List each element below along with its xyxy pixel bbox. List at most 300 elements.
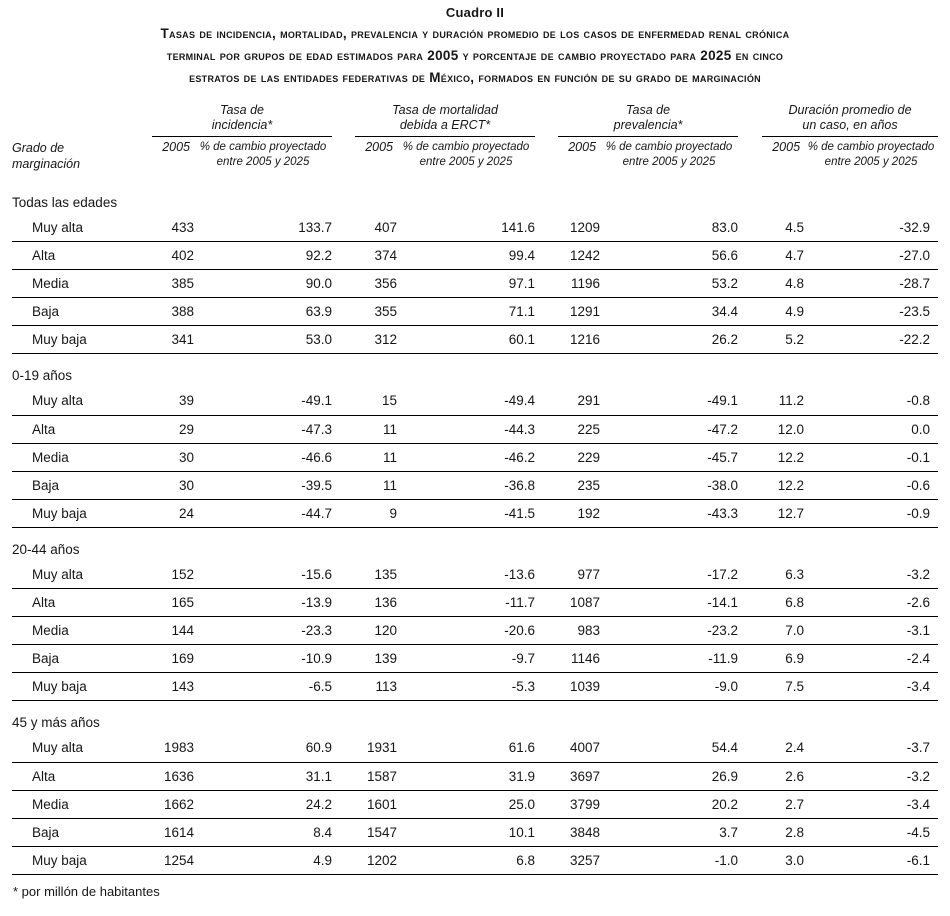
cell-pct-change-value: 83.0 — [600, 214, 738, 242]
cell-2005-value: 135 — [355, 561, 397, 589]
column-gap — [738, 214, 762, 242]
column-gap — [535, 415, 558, 443]
cell-2005-value: 3848 — [558, 818, 600, 846]
column-gap — [738, 561, 762, 589]
column-gap — [535, 137, 558, 181]
group-header-prevalencia — [558, 97, 738, 137]
column-gap — [535, 846, 558, 874]
cell-2005-value: 11 — [355, 471, 397, 499]
cell-2005-value: 30 — [152, 443, 194, 471]
cell-2005-value: 1587 — [355, 762, 397, 790]
table-row — [12, 561, 938, 589]
cell-pct-change-value: -5.3 — [397, 673, 535, 701]
row-label: Alta — [12, 589, 152, 617]
cell-2005-value: 2.8 — [762, 818, 804, 846]
column-gap — [738, 734, 762, 762]
column-gap — [738, 645, 762, 673]
subheader-2005: 2005 — [772, 140, 801, 154]
cell-pct-change-value: -44.7 — [194, 499, 332, 527]
row-label: Media — [12, 270, 152, 298]
group-header-line: prevalencia* — [613, 118, 683, 132]
column-gap — [738, 97, 762, 137]
cell-pct-change-value: -13.6 — [397, 561, 535, 589]
row-label: Media — [12, 617, 152, 645]
subheader-pct-line: entre 2005 y 2025 — [216, 156, 310, 168]
cell-2005-value: 977 — [558, 561, 600, 589]
group-header-line: Tasa de — [219, 103, 265, 117]
cell-2005-value: 235 — [558, 471, 600, 499]
header-spacer — [12, 97, 152, 137]
table-row — [12, 645, 938, 673]
cell-pct-change-value: -3.7 — [804, 734, 938, 762]
cell-pct-change-value: -39.5 — [194, 471, 332, 499]
group-header-incidencia — [152, 97, 332, 137]
cell-2005-value: 192 — [558, 499, 600, 527]
cell-2005-value: 1254 — [152, 846, 194, 874]
column-gap — [535, 818, 558, 846]
cell-2005-value: 6.3 — [762, 561, 804, 589]
column-gap — [738, 137, 762, 181]
table-row — [12, 443, 938, 471]
subheader-pct-line: entre 2005 y 2025 — [824, 156, 918, 168]
cell-pct-change-value: -2.6 — [804, 589, 938, 617]
row-label: Alta — [12, 415, 152, 443]
cell-pct-change-value: 24.2 — [194, 790, 332, 818]
cell-pct-change-value: -27.0 — [804, 242, 938, 270]
cell-pct-change-value: -23.2 — [600, 617, 738, 645]
column-gap — [738, 846, 762, 874]
cell-2005-value: 12.2 — [762, 443, 804, 471]
column-gap — [738, 471, 762, 499]
cell-pct-change-value: 54.4 — [600, 734, 738, 762]
cell-2005-value: 1202 — [355, 846, 397, 874]
cell-pct-change-value: -20.6 — [397, 617, 535, 645]
column-gap — [738, 790, 762, 818]
footnote: * por millón de habitantes — [13, 883, 160, 899]
column-gap — [332, 734, 355, 762]
cell-pct-change-value: -3.1 — [804, 617, 938, 645]
column-gap — [332, 270, 355, 298]
table-section — [12, 701, 938, 875]
cell-pct-change-value: 26.9 — [600, 762, 738, 790]
subheader-2005: 2005 — [365, 140, 393, 154]
cell-2005-value: 385 — [152, 270, 194, 298]
cell-pct-change-value: -11.7 — [397, 589, 535, 617]
cell-pct-change-value: -41.5 — [397, 499, 535, 527]
cell-pct-change-value: 53.2 — [600, 270, 738, 298]
column-gap — [535, 97, 558, 137]
cell-2005-value: 291 — [558, 387, 600, 415]
column-gap — [535, 326, 558, 354]
cell-pct-change-value: 6.8 — [397, 846, 535, 874]
table-row — [12, 790, 938, 818]
cell-pct-change-value: -43.3 — [600, 499, 738, 527]
cell-2005-value: 341 — [152, 326, 194, 354]
column-gap — [535, 673, 558, 701]
cell-pct-change-value: -46.2 — [397, 443, 535, 471]
cell-2005-value: 12.0 — [762, 415, 804, 443]
cell-pct-change-value: -49.4 — [397, 387, 535, 415]
column-gap — [535, 734, 558, 762]
section-label: Todas las edades — [12, 194, 118, 210]
column-gap — [738, 762, 762, 790]
column-gap — [332, 415, 355, 443]
cell-2005-value: 225 — [558, 415, 600, 443]
table-title — [12, 23, 938, 89]
cell-pct-change-value: 8.4 — [194, 818, 332, 846]
subheader-pct-line: % de cambio proyectado — [605, 141, 733, 153]
table-row — [12, 387, 938, 415]
column-gap — [535, 387, 558, 415]
table-row — [12, 589, 938, 617]
row-header-line: Grado de — [12, 140, 65, 155]
cell-pct-change-value: -3.4 — [804, 673, 938, 701]
cell-pct-change-value: 99.4 — [397, 242, 535, 270]
cell-2005-value: 1242 — [558, 242, 600, 270]
row-header-line: marginación — [12, 156, 81, 171]
cell-2005-value: 9 — [355, 499, 397, 527]
table-row — [12, 617, 938, 645]
subheader-pct-line: % de cambio proyectado — [807, 141, 935, 153]
column-gap — [535, 645, 558, 673]
cell-2005-value: 4007 — [558, 734, 600, 762]
title-line-2: terminal por grupos de edad estimados para 2005 y porcentaje de cambio proyectado para 2025 en cinco — [166, 48, 784, 63]
title-line-3: estratos de las entidades federativas de México, formados en función de su grado de marginación — [189, 70, 761, 85]
row-label: Media — [12, 443, 152, 471]
cell-pct-change-value: 60.9 — [194, 734, 332, 762]
table-section — [12, 181, 938, 354]
table-row — [12, 846, 938, 874]
cell-pct-change-value: -44.3 — [397, 415, 535, 443]
cell-2005-value: 402 — [152, 242, 194, 270]
section-label: 0-19 años — [12, 368, 73, 383]
cell-pct-change-value: -22.2 — [804, 326, 938, 354]
cell-pct-change-value: 25.0 — [397, 790, 535, 818]
cell-pct-change-value: -3.2 — [804, 561, 938, 589]
table-row — [12, 270, 938, 298]
cell-pct-change-value: 0.0 — [804, 415, 938, 443]
cell-2005-value: 2.7 — [762, 790, 804, 818]
column-gap — [332, 242, 355, 270]
cell-2005-value: 11 — [355, 443, 397, 471]
table-section — [12, 354, 938, 528]
cell-2005-value: 11 — [355, 415, 397, 443]
column-gap — [332, 617, 355, 645]
cell-pct-change-value: -49.1 — [600, 387, 738, 415]
column-gap — [332, 589, 355, 617]
cell-pct-change-value: 63.9 — [194, 298, 332, 326]
column-gap — [332, 214, 355, 242]
cell-pct-change-value: -36.8 — [397, 471, 535, 499]
cell-pct-change-value: -23.3 — [194, 617, 332, 645]
subheader-pct-change — [397, 137, 535, 181]
subheader-2005: 2005 — [162, 140, 190, 154]
group-header-line: Tasa de — [626, 103, 671, 117]
cell-pct-change-value: -1.0 — [600, 846, 738, 874]
column-gap — [332, 790, 355, 818]
cell-pct-change-value: -10.9 — [194, 645, 332, 673]
cell-pct-change-value: -46.6 — [194, 443, 332, 471]
table-row — [12, 499, 938, 527]
cell-pct-change-value: -2.4 — [804, 645, 938, 673]
cell-2005-value: 229 — [558, 443, 600, 471]
cell-2005-value: 4.5 — [762, 214, 804, 242]
cell-2005-value: 139 — [355, 645, 397, 673]
cell-2005-value: 30 — [152, 471, 194, 499]
title-line-1: Tasas de incidencia, mortalidad, prevalencia y duración promedio de los casos de enfermedad renal crónica — [160, 26, 790, 41]
cell-pct-change-value: -14.1 — [600, 589, 738, 617]
cell-2005-value: 39 — [152, 387, 194, 415]
group-header-line: Tasa de mortalidad — [392, 103, 498, 117]
cell-pct-change-value: -28.7 — [804, 270, 938, 298]
column-gap — [332, 762, 355, 790]
cell-2005-value: 143 — [152, 673, 194, 701]
table-row — [12, 326, 938, 354]
column-gap — [332, 471, 355, 499]
cell-2005-value: 6.8 — [762, 589, 804, 617]
row-label: Baja — [12, 645, 152, 673]
column-gap — [738, 673, 762, 701]
section-label: 20-44 años — [12, 541, 80, 557]
cell-pct-change-value: -47.3 — [194, 415, 332, 443]
cell-pct-change-value: 61.6 — [397, 734, 535, 762]
cell-2005-value: 6.9 — [762, 645, 804, 673]
cell-pct-change-value: -32.9 — [804, 214, 938, 242]
cell-2005-value: 388 — [152, 298, 194, 326]
column-gap — [332, 387, 355, 415]
subheader-pct-line: entre 2005 y 2025 — [622, 156, 716, 168]
cell-2005-value: 4.9 — [762, 298, 804, 326]
column-gap — [535, 298, 558, 326]
section-label: 45 y más años — [12, 715, 100, 730]
cell-pct-change-value: 31.1 — [194, 762, 332, 790]
column-gap — [535, 561, 558, 589]
column-gap — [535, 499, 558, 527]
cell-2005-value: 983 — [558, 617, 600, 645]
column-gap — [738, 617, 762, 645]
row-label: Alta — [12, 762, 152, 790]
cell-pct-change-value: -6.5 — [194, 673, 332, 701]
row-label: Baja — [12, 818, 152, 846]
group-header-line: incidencia* — [211, 118, 273, 132]
cell-pct-change-value: 31.9 — [397, 762, 535, 790]
column-gap — [535, 589, 558, 617]
row-label: Muy alta — [12, 387, 152, 415]
row-label: Baja — [12, 471, 152, 499]
column-gap — [738, 242, 762, 270]
group-header-duracion — [762, 97, 938, 137]
column-gap — [332, 561, 355, 589]
row-label: Muy baja — [12, 326, 152, 354]
cell-2005-value: 1209 — [558, 214, 600, 242]
cell-pct-change-value: -45.7 — [600, 443, 738, 471]
column-gap — [738, 499, 762, 527]
column-gap — [738, 326, 762, 354]
cell-pct-change-value: -3.4 — [804, 790, 938, 818]
cell-2005-value: 7.0 — [762, 617, 804, 645]
group-header-line: un caso, en años — [802, 118, 898, 132]
table-row — [12, 214, 938, 242]
table-header — [12, 97, 938, 181]
cell-pct-change-value: 97.1 — [397, 270, 535, 298]
column-gap — [332, 645, 355, 673]
cell-pct-change-value: -13.9 — [194, 589, 332, 617]
row-label: Baja — [12, 298, 152, 326]
row-label: Muy alta — [12, 561, 152, 589]
cell-2005-value: 165 — [152, 589, 194, 617]
cell-pct-change-value: -0.1 — [804, 443, 938, 471]
cell-pct-change-value: -0.8 — [804, 387, 938, 415]
subheader-pct-change — [804, 137, 938, 181]
cell-2005-value: 433 — [152, 214, 194, 242]
column-gap — [332, 846, 355, 874]
cell-2005-value: 355 — [355, 298, 397, 326]
subheader-2005: 2005 — [568, 140, 597, 154]
cell-2005-value: 12.2 — [762, 471, 804, 499]
cell-2005-value: 1087 — [558, 589, 600, 617]
group-header-line: debida a ERCT* — [399, 118, 491, 132]
column-gap — [535, 443, 558, 471]
cell-pct-change-value: -0.9 — [804, 499, 938, 527]
cell-2005-value: 4.7 — [762, 242, 804, 270]
cell-2005-value: 120 — [355, 617, 397, 645]
cell-2005-value: 312 — [355, 326, 397, 354]
cell-2005-value: 1601 — [355, 790, 397, 818]
cell-pct-change-value: 141.6 — [397, 214, 535, 242]
cell-pct-change-value: 20.2 — [600, 790, 738, 818]
table-row — [12, 818, 938, 846]
column-gap — [738, 270, 762, 298]
column-gap — [738, 818, 762, 846]
cell-2005-value: 5.2 — [762, 326, 804, 354]
cell-2005-value: 152 — [152, 561, 194, 589]
cell-2005-value: 7.5 — [762, 673, 804, 701]
row-label: Muy alta — [12, 214, 152, 242]
cell-pct-change-value: -0.6 — [804, 471, 938, 499]
row-label: Alta — [12, 242, 152, 270]
table-row — [12, 298, 938, 326]
cell-2005-value: 113 — [355, 673, 397, 701]
table-section — [12, 527, 938, 701]
cell-2005-value: 1216 — [558, 326, 600, 354]
cell-pct-change-value: 53.0 — [194, 326, 332, 354]
column-gap — [738, 298, 762, 326]
cell-2005-value: 1291 — [558, 298, 600, 326]
cell-2005-value: 1146 — [558, 645, 600, 673]
cell-2005-value: 136 — [355, 589, 397, 617]
cell-2005-value: 1636 — [152, 762, 194, 790]
table-row — [12, 734, 938, 762]
column-gap — [738, 387, 762, 415]
cell-2005-value: 1039 — [558, 673, 600, 701]
cell-pct-change-value: -9.7 — [397, 645, 535, 673]
row-label: Media — [12, 790, 152, 818]
cell-2005-value: 374 — [355, 242, 397, 270]
group-header-mortalidad — [355, 97, 535, 137]
subheader-pct-change — [600, 137, 738, 181]
cell-pct-change-value: 3.7 — [600, 818, 738, 846]
cell-2005-value: 169 — [152, 645, 194, 673]
table-kicker: Cuadro II — [445, 5, 505, 20]
subheader-pct-line: % de cambio proyectado — [199, 141, 327, 153]
table-row — [12, 673, 938, 701]
cell-2005-value: 1196 — [558, 270, 600, 298]
cell-pct-change-value: -3.2 — [804, 762, 938, 790]
cell-2005-value: 12.7 — [762, 499, 804, 527]
row-label: Muy alta — [12, 734, 152, 762]
cell-2005-value: 3799 — [558, 790, 600, 818]
column-gap — [332, 673, 355, 701]
column-gap — [738, 589, 762, 617]
cell-pct-change-value: 90.0 — [194, 270, 332, 298]
cell-pct-change-value: -15.6 — [194, 561, 332, 589]
table-row — [12, 471, 938, 499]
cell-2005-value: 1983 — [152, 734, 194, 762]
column-gap — [738, 415, 762, 443]
cell-pct-change-value: -9.0 — [600, 673, 738, 701]
column-gap — [332, 499, 355, 527]
subheader-pct-change — [194, 137, 332, 181]
cell-pct-change-value: -4.5 — [804, 818, 938, 846]
cell-pct-change-value: -47.2 — [600, 415, 738, 443]
column-gap — [332, 97, 355, 137]
column-gap — [332, 818, 355, 846]
column-gap — [535, 617, 558, 645]
cell-pct-change-value: 71.1 — [397, 298, 535, 326]
column-gap — [332, 443, 355, 471]
subheader-pct-line: entre 2005 y 2025 — [419, 156, 513, 168]
cell-2005-value: 3697 — [558, 762, 600, 790]
table-row — [12, 762, 938, 790]
cell-2005-value: 1614 — [152, 818, 194, 846]
column-gap — [535, 270, 558, 298]
row-label: Muy baja — [12, 673, 152, 701]
cell-pct-change-value: 10.1 — [397, 818, 535, 846]
cell-2005-value: 3.0 — [762, 846, 804, 874]
cell-pct-change-value: -38.0 — [600, 471, 738, 499]
column-gap — [332, 298, 355, 326]
cell-2005-value: 144 — [152, 617, 194, 645]
cell-2005-value: 1662 — [152, 790, 194, 818]
cell-2005-value: 29 — [152, 415, 194, 443]
cell-2005-value: 15 — [355, 387, 397, 415]
cell-pct-change-value: 34.4 — [600, 298, 738, 326]
cell-2005-value: 3257 — [558, 846, 600, 874]
cell-pct-change-value: -49.1 — [194, 387, 332, 415]
column-gap — [535, 762, 558, 790]
cell-2005-value: 1547 — [355, 818, 397, 846]
cell-pct-change-value: -17.2 — [600, 561, 738, 589]
table-row — [12, 415, 938, 443]
cell-pct-change-value: 56.6 — [600, 242, 738, 270]
cell-2005-value: 1931 — [355, 734, 397, 762]
cell-pct-change-value: -23.5 — [804, 298, 938, 326]
cell-pct-change-value: -6.1 — [804, 846, 938, 874]
data-table — [12, 97, 938, 875]
cell-2005-value: 2.6 — [762, 762, 804, 790]
row-header-grado-marginacion — [12, 137, 152, 181]
cell-2005-value: 11.2 — [762, 387, 804, 415]
group-header-line: Duración promedio de — [788, 103, 912, 117]
cell-pct-change-value: 4.9 — [194, 846, 332, 874]
cell-pct-change-value: 92.2 — [194, 242, 332, 270]
column-gap — [535, 214, 558, 242]
cell-2005-value: 407 — [355, 214, 397, 242]
cell-pct-change-value: 60.1 — [397, 326, 535, 354]
column-gap — [332, 326, 355, 354]
column-gap — [332, 137, 355, 181]
column-gap — [535, 471, 558, 499]
